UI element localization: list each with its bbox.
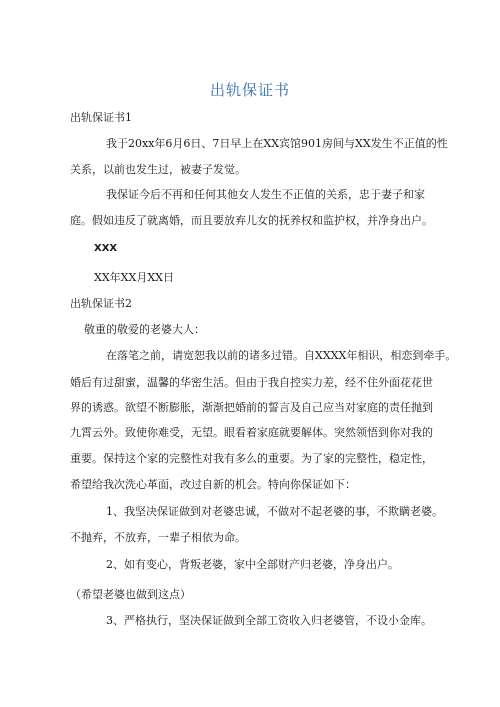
paragraph-line: 我于20xx年6月6日、7日早上在XX宾馆901房间与XX发生不正值的性 [106, 137, 448, 150]
paragraph-line: 界的诱惑。欲望不断膨胀，渐渐把婚前的誓言及自己应当对家庭的责任抛到 [70, 401, 433, 414]
section-heading-1: 出轨保证书1 [70, 111, 132, 124]
parenthetical-note: （希望老婆也做到这点） [70, 588, 191, 601]
paragraph-line: 庭。假如违反了就离婚，而且要放弃儿女的抚养权和监护权，并净身出户。 [70, 214, 433, 227]
pledge-item-2: 2、如有变心，背叛老婆，家中全部财产归老婆，净身出户。 [106, 558, 399, 571]
paragraph-line: 在落笔之前，请宽恕我以前的诸多过错。自XXXX年相识，相恋到牵手。 [106, 349, 457, 362]
signature-date: XX年XX月XX日 [94, 271, 174, 284]
section-heading-2: 出轨保证书2 [70, 297, 132, 310]
document-title: 出轨保证书 [209, 81, 290, 99]
pledge-item-3: 3、严格执行，坚决保证做到全部工资收入归老婆管，不设小金库。 [106, 614, 432, 627]
paragraph-line: 我保证今后不再和任何其他女人发生不正值的关系，忠于妻子和家 [106, 188, 425, 201]
salutation: 敬重的敬爱的老婆大人： [84, 323, 205, 336]
paragraph-line: 婚后有过甜蜜，温馨的华密生活。但由于我自控实力差，经不住外面花花世 [70, 376, 433, 389]
signature: XXX [94, 243, 118, 254]
pledge-item-1: 1、我坚决保证做到对老婆忠诚，不做对不起老婆的事，不欺瞒老婆。 [106, 505, 443, 518]
paragraph-line: 关系，以前也发生过，被妻子发觉。 [70, 163, 246, 176]
paragraph-line: 九霄云外。致使你难受，无望。眼看着家庭就要解体。突然领悟到你对我的 [70, 426, 433, 439]
paragraph-line: 希望给我次洗心革面，改过自新的机会。特向你保证如下： [70, 478, 356, 491]
paragraph-line: 不抛弃，不放弃，一辈子相依为命。 [70, 531, 246, 544]
paragraph-line: 重要。保持这个家的完整性对我有多么的重要。为了家的完整性，稳定性， [70, 452, 433, 465]
